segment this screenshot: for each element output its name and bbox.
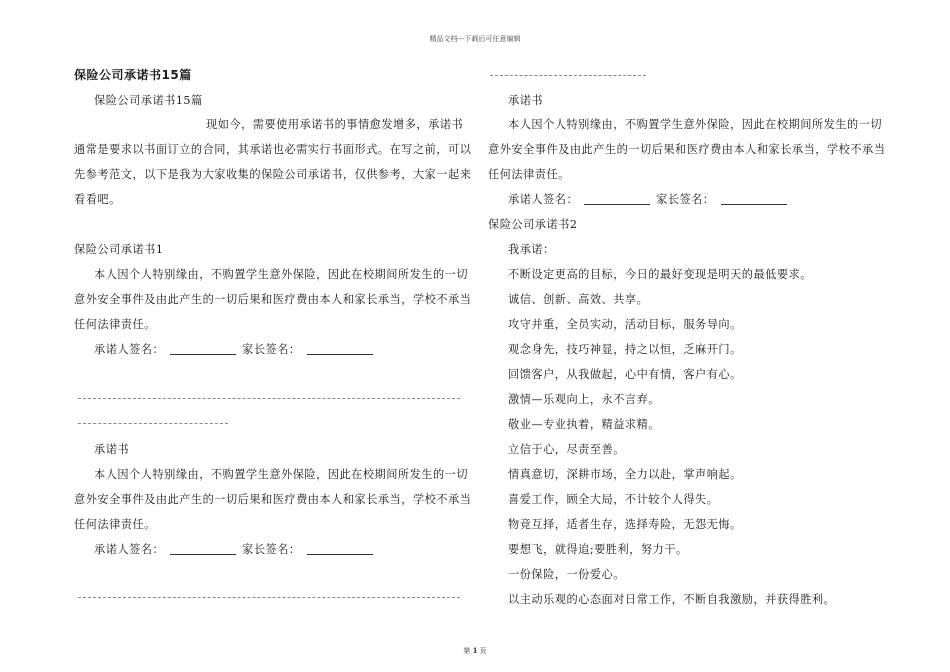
pledge-line: 一份保险，一份爱心。 (508, 568, 625, 581)
dashed-divider (78, 597, 460, 598)
pledge-line: 诚信、创新、高效、共享。 (508, 293, 649, 306)
pledge-line: 观念身先，技巧神显，持之以恒，乏麻开门。 (508, 343, 742, 356)
signature-row (94, 543, 379, 557)
body-line: 任何法律责任。 (74, 318, 156, 331)
dashed-divider (78, 398, 460, 399)
pledge-line: 回馈客户，从我做起，心中有情，客户有心。 (508, 368, 742, 381)
pledge-line: 情真意切，深耕市场，全力以赴，掌声响起。 (508, 468, 742, 481)
signer-blank[interactable] (170, 344, 236, 355)
pledge-line: 喜爱工作，顾全大局，不计较个人得失。 (508, 493, 719, 506)
signature-row (94, 343, 379, 357)
intro-line: 看看吧。 (74, 193, 121, 206)
body-line: 任何法律责任。 (74, 518, 156, 531)
signer-label: 承诺人签名： (94, 343, 165, 356)
section-heading: 承诺书 (94, 443, 130, 456)
section-heading: 保险公司承诺书2 (488, 218, 578, 231)
page-header-note: 精品文档---下载后可任意编辑 (429, 35, 521, 43)
parent-blank[interactable] (721, 194, 787, 205)
pledge-line: 不断设定更高的目标，今日的最好变现是明天的最低要求。 (508, 268, 812, 281)
parent-blank[interactable] (307, 344, 373, 355)
pledge-line: 我承诺： (508, 243, 555, 256)
body-line: 本人因个人特别缘由，不购置学生意外保险，因此在校期间所发生的一切 (94, 468, 469, 481)
page-number: 1 (472, 646, 478, 655)
document-title: 保险公司承诺书15篇 (74, 68, 192, 82)
body-line: 本人因个人特别缘由，不购置学生意外保险，因此在校期间所发生的一切 (508, 118, 883, 131)
section-heading: 承诺书 (508, 94, 544, 107)
pledge-line: 物竞互择，适者生存，选择寿险，无怨无悔。 (508, 518, 742, 531)
signer-blank[interactable] (584, 194, 650, 205)
parent-label: 家长签名： (656, 193, 715, 206)
parent-label: 家长签名： (242, 343, 301, 356)
body-line: 任何法律责任。 (488, 168, 570, 181)
page-footer (0, 646, 950, 656)
signer-label: 承诺人签名： (508, 193, 579, 206)
body-line: 本人因个人特别缘由，不购置学生意外保险，因此在校期间所发生的一切 (94, 268, 469, 281)
signer-blank[interactable] (170, 544, 236, 555)
signer-label: 承诺人签名： (94, 543, 165, 556)
dashed-divider (490, 75, 646, 76)
subtitle: 保险公司承诺书15篇 (94, 94, 203, 107)
section-heading: 保险公司承诺书1 (74, 243, 164, 256)
pledge-line: 立信于心，尽责至善。 (508, 443, 625, 456)
intro-line: 现如今，需要使用承诺书的事情愈发增多，承诺书 (206, 118, 464, 131)
footer-suffix: 页 (479, 647, 487, 655)
footer-prefix: 第 (463, 647, 471, 655)
pledge-line: 要想飞，就得追;要胜利，努力干。 (508, 543, 688, 556)
body-line: 意外安全事件及由此产生的一切后果和医疗费由本人和家长承当，学校不承当 (74, 493, 472, 506)
dashed-divider (78, 423, 228, 424)
intro-line: 通常是要求以书面订立的合同，其承诺也必需实行书面形式。在写之前，可以 (74, 143, 472, 156)
body-line: 意外安全事件及由此产生的一切后果和医疗费由本人和家长承当，学校不承当 (74, 293, 472, 306)
parent-label: 家长签名： (242, 543, 301, 556)
body-line: 意外安全事件及由此产生的一切后果和医疗费由本人和家长承当，学校不承当 (488, 143, 886, 156)
pledge-line: 攻守并重，全员实动，活动目标，服务导向。 (508, 318, 742, 331)
pledge-line: 以主动乐观的心态面对日常工作，不断自我激励，并获得胜利。 (508, 593, 836, 606)
intro-line: 先参考范文，以下是我为大家收集的保险公司承诺书，仅供参考，大家一起来 (74, 168, 472, 181)
pledge-line: 敬业—专业执着，精益求精。 (508, 418, 660, 431)
parent-blank[interactable] (307, 544, 373, 555)
signature-row (508, 193, 793, 207)
pledge-line: 激情—乐观向上，永不言弃。 (508, 393, 660, 406)
